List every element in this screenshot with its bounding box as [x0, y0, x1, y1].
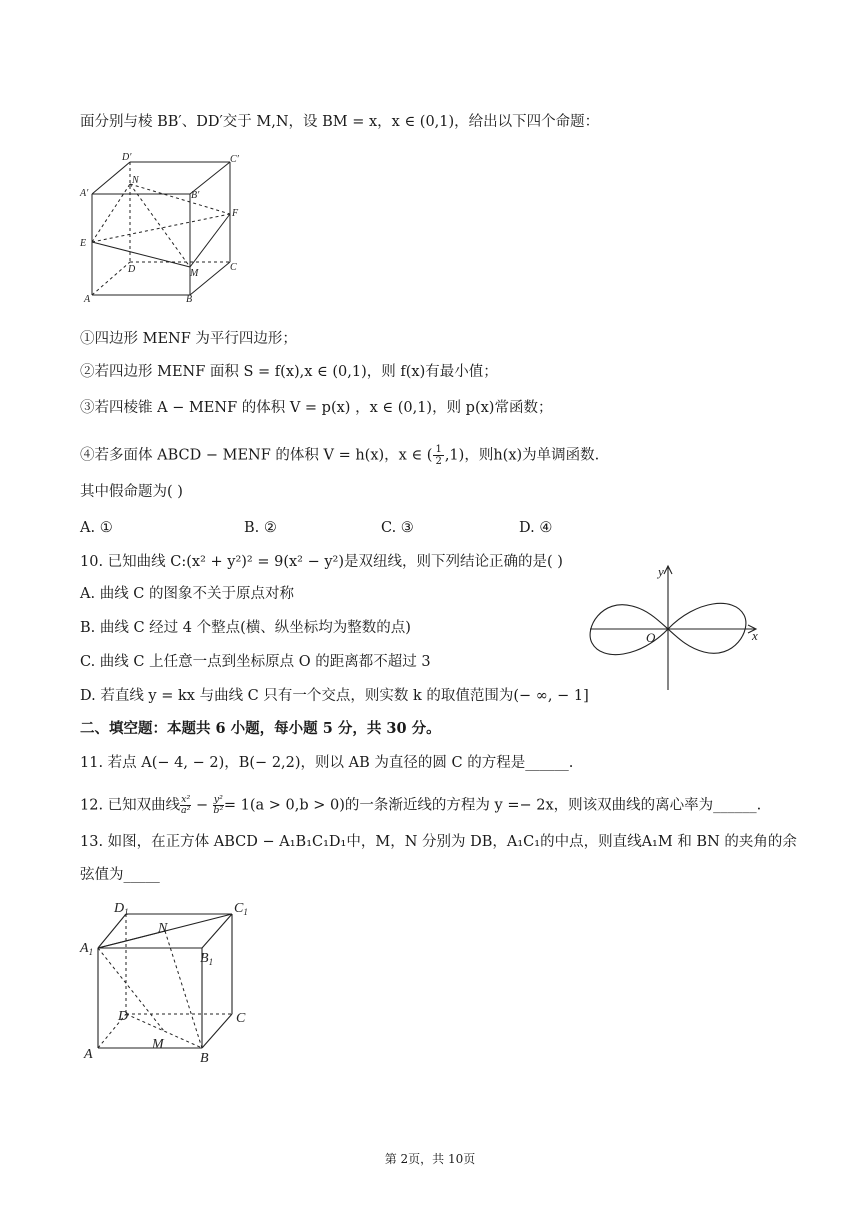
fig3-label-a1: [79, 941, 93, 957]
q11-question: 11. 若点 A(− 4, − 2)，B(− 2,2)，则以 AB 为直径的圆 C 的方程是______.: [80, 755, 574, 771]
intro-line: 面分别与棱 BB′、DD′交于 M,N，设 BM = x，x ∈ (0,1)，给出以下四个命题：: [80, 114, 600, 130]
fig3-label-a1-sub: 1: [88, 947, 94, 957]
fig3-label-b: B: [200, 1051, 209, 1066]
fig3-label-b1-main: B: [200, 951, 209, 966]
fig3-label-n: N: [158, 921, 168, 936]
fig3-label-d1-main: D: [114, 901, 125, 916]
fig3-label-d1-sub: 1: [124, 907, 129, 917]
proposition-4: [80, 444, 599, 467]
fig2-label-o: O: [646, 630, 656, 645]
fig1-label-m: M: [190, 268, 199, 279]
q12-frac-x-num: x²: [181, 794, 191, 805]
q9-option-b: B. ②: [244, 520, 277, 536]
fig1-label-b: B: [186, 294, 193, 305]
q10-option-c: C. 曲线 C 上任意一点到坐标原点 O 的距离都不超过 3: [80, 654, 431, 670]
fig3-label-b1: [200, 951, 213, 967]
q12-minus: −: [191, 797, 213, 814]
q12-end: = 1(a > 0,b > 0)的一条渐近线的方程为 y =− 2x，则该双曲线的离心率为______.: [223, 797, 762, 814]
fig1-label-a: A: [84, 294, 91, 305]
cube-figure-1: [78, 150, 258, 310]
fig1-label-d: D: [128, 264, 136, 275]
q9-option-a: A. ①: [80, 520, 113, 536]
proposition-4-end: ,1)，则h(x)为单调函数.: [444, 447, 600, 464]
fraction-num: 1: [435, 444, 442, 455]
fig3-label-c1-main: C: [234, 901, 244, 916]
fig1-label-a1: A′: [80, 188, 89, 199]
q12-frac-x: [180, 795, 191, 816]
q12-frac-y-num: y²: [213, 794, 223, 805]
fig3-label-c1: [234, 901, 248, 917]
fig3-label-d1: [113, 901, 129, 917]
q10-option-b: B. 曲线 C 经过 4 个整点(横、纵坐标均为整数的点): [80, 620, 411, 636]
proposition-1: ①四边形 MENF 为平行四边形；: [80, 331, 297, 347]
q13-line-1: 13. 如图，在正方体 ABCD − A₁B₁C₁D₁中，M，N 分别为 DB，A₁C₁的中点，则直线A₁M 和 BN 的夹角的余: [80, 834, 797, 850]
fig1-label-c: C: [230, 262, 237, 273]
q10-option-a: A. 曲线 C 的图象不关于原点对称: [80, 586, 295, 602]
q12-frac-y-den: b²: [213, 805, 224, 816]
q9-option-d: D. ④: [519, 520, 553, 536]
q9-option-c: C. ③: [381, 520, 414, 536]
fig2-label-y: y: [658, 564, 664, 579]
fig2-label-x: x: [752, 628, 758, 643]
fig3-label-c: C: [236, 1011, 246, 1026]
q10-stem: 10. 已知曲线 C:(x² + y²)² = 9(x² − y²)是双纽线，则下列结论正确的是( ): [80, 554, 563, 570]
fig1-label-d1: D′: [122, 152, 132, 163]
q12-frac-y: [213, 795, 224, 816]
q9-question: 其中假命题为( ): [80, 484, 183, 500]
lemniscate-figure: [584, 560, 774, 692]
cube-figure-2: [76, 896, 256, 1071]
proposition-2: ②若四边形 MENF 面积 S = f(x),x ∈ (0,1)，则 f(x)有最小值；: [80, 364, 498, 380]
proposition-3: ③若四棱锥 A − MENF 的体积 V = p(x) ，x ∈ (0,1)，则 p(x)常函数；: [80, 400, 553, 416]
fig3-label-a1-main: A: [80, 941, 89, 956]
fig1-label-b1: B′: [191, 190, 200, 201]
fig3-label-b1-sub: 1: [208, 957, 214, 967]
fig3-label-a: A: [84, 1047, 93, 1062]
fraction-den: 2: [435, 456, 442, 467]
q12-frac-x-den: a²: [181, 805, 191, 816]
fraction-one-half: [433, 444, 443, 467]
page-footer: 第 2页，共 10页: [384, 1152, 476, 1166]
q10-option-d: D. 若直线 y = kx 与曲线 C 只有一个交点，则实数 k 的取值范围为(− ∞, − 1]: [80, 688, 589, 704]
q12-start: 12. 已知双曲线: [80, 797, 181, 814]
fig3-label-c1-sub: 1: [243, 907, 248, 917]
proposition-4-start: ④若多面体 ABCD − MENF 的体积 V = h(x)，x ∈ (: [80, 447, 433, 464]
fig1-label-n: N: [132, 175, 139, 186]
q12-question: [80, 795, 761, 816]
fig3-label-m: M: [152, 1037, 164, 1052]
fig3-label-d: D: [118, 1009, 129, 1024]
fig1-label-c1: C′: [230, 154, 239, 165]
q13-line-2: 弦值为_____: [80, 867, 160, 883]
fig1-label-f: F: [232, 208, 239, 219]
section-2-heading: 二、填空题：本题共 6 小题，每小题 5 分，共 30 分。: [80, 720, 441, 737]
fig1-label-e: E: [80, 238, 87, 249]
